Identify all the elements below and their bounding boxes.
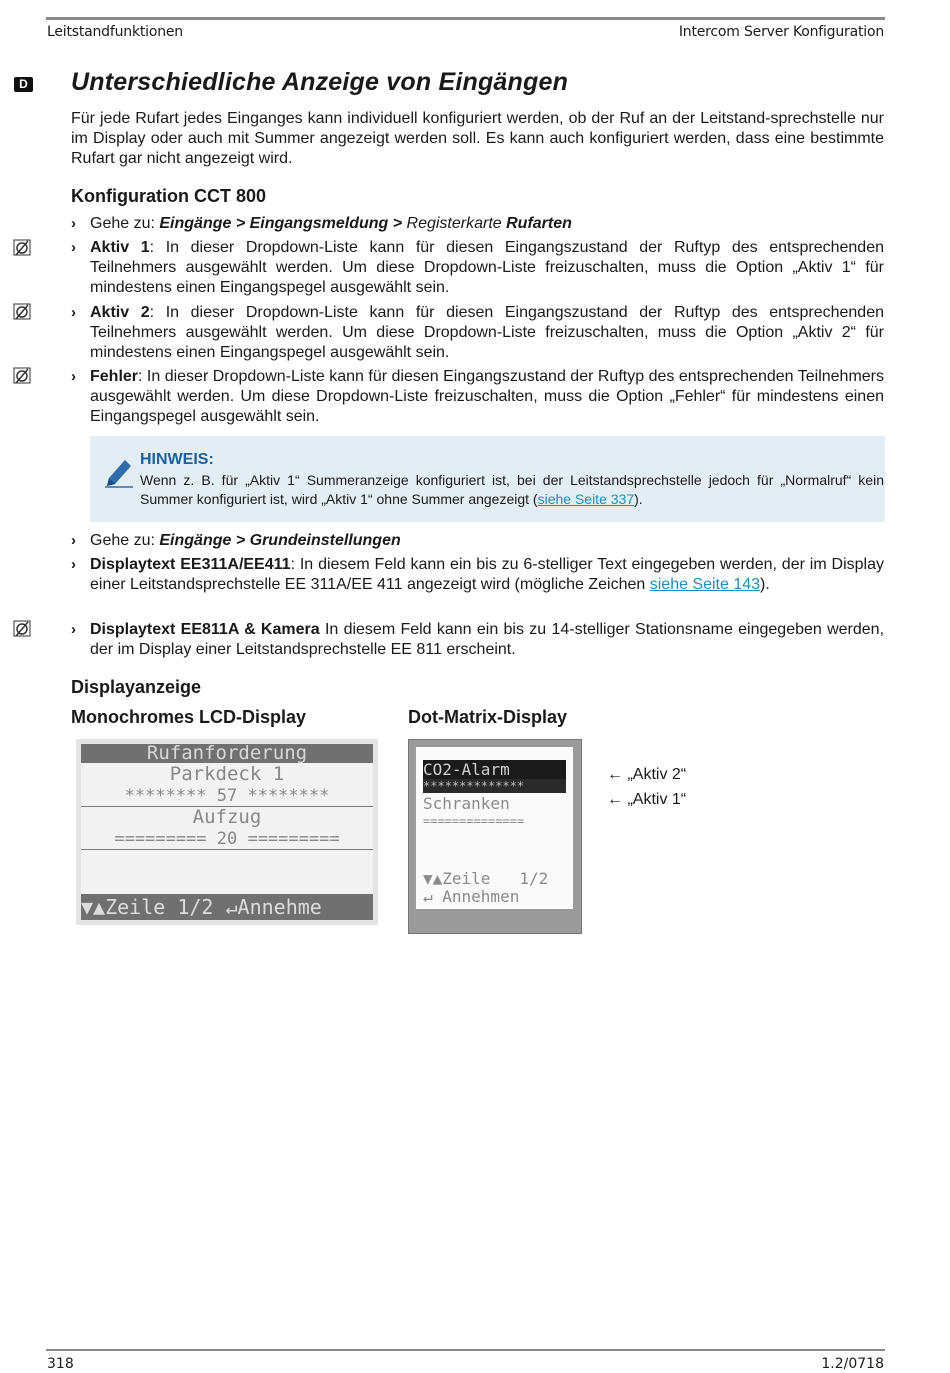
chevron-right-icon: › <box>71 239 76 256</box>
item-text: : In dieser Dropdown-Liste kann für diesen Eingangszustand der Ruftyp des entsprechenden Teilnehmers ausgewählt werden. Um diese Dropdown-Liste freizuschalten, muss die Option „Fehler“ für mindestens einen Eingangspegel ausgewählt sein. <box>90 368 884 425</box>
goto-tab: Rufarten <box>506 215 572 232</box>
lcd-line-1: Parkdeck 1 <box>169 763 285 785</box>
goto-bullet-2 <box>71 531 884 551</box>
dm-line-4: ============== <box>423 814 525 828</box>
not-available-icon <box>13 302 32 321</box>
lcd-header: Rufanforderung <box>81 744 373 763</box>
note-box <box>90 436 885 522</box>
lcd-line-3: Aufzug <box>192 806 262 828</box>
not-available-icon <box>13 238 32 257</box>
item-displaytext-ee811 <box>71 620 884 660</box>
item-label: Aktiv 2 <box>90 304 150 321</box>
item-label: Fehler <box>90 368 139 385</box>
goto-prefix: Gehe zu: <box>90 215 160 232</box>
not-available-icon <box>13 366 32 385</box>
header-rule <box>46 17 885 20</box>
section-config-heading: Konfiguration CCT 800 <box>71 186 267 206</box>
goto-prefix: Gehe zu: <box>90 532 160 549</box>
header-left: Leitstandfunktionen <box>47 24 183 40</box>
note-link[interactable]: siehe Seite 337 <box>537 491 635 507</box>
marker-aktiv2: ← „Aktiv 2“ <box>607 766 687 783</box>
note-suffix: ). <box>634 491 643 507</box>
page-number: 318 <box>47 1356 74 1372</box>
page-title: Unterschiedliche Anzeige von Eingängen <box>71 68 569 96</box>
goto-path: Eingänge > Grundeinstellungen <box>159 532 401 549</box>
not-available-icon <box>13 619 32 638</box>
dm-line-1: CO2-Alarm <box>423 760 566 779</box>
chevron-right-icon: › <box>71 621 76 638</box>
item-text: : In diesem Feld kann ein bis zu 6-stelliger Text eingegeben werden, der im Display einer Leitstandsprechstelle EE 311A/EE 411 angezeigt wird (mögliche Zeichen <box>90 556 884 593</box>
item-aktiv2 <box>71 303 884 363</box>
section-display-heading: Displayanzeige <box>71 677 202 697</box>
lcd-footer: ▼▲Zeile 1/2 ↵Annehme <box>81 894 373 920</box>
dm-line-5: ▼▲Zeile 1/2 <box>423 869 549 888</box>
lcd-line-4: ========= 20 ========= <box>114 829 340 849</box>
item-label: Displaytext EE811A & Kamera <box>90 621 320 638</box>
chevron-right-icon: › <box>71 556 76 573</box>
item-displaytext-ee311 <box>71 555 884 595</box>
lcd-heading: Monochromes LCD-Display <box>71 707 307 727</box>
header-right: Intercom Server Konfiguration <box>678 24 884 40</box>
item-link[interactable]: siehe Seite 143 <box>649 576 761 593</box>
item-text: In diesem Feld kann ein bis zu 14-stelliger Stationsname eingegeben werden, der im Display einer Leitstandsprechstelle EE 811 erscheint. <box>90 621 885 658</box>
dm-line-2: ************** <box>423 779 566 793</box>
intro-paragraph: Für jede Rufart jedes Einganges kann individuell konfiguriert werden, ob der Ruf an der Leitstand-sprechstelle nur im Display oder auch mit Summer angezeigt werden soll. Es kann auch konfiguriert werden, dass eine bestimmte Rufart gar nicht angezeigt wird. <box>71 110 884 167</box>
note-title: HINWEIS: <box>140 451 214 468</box>
item-label: Aktiv 1 <box>90 239 150 256</box>
chevron-right-icon: › <box>71 368 76 385</box>
doc-version: 1.2/0718 <box>821 1356 884 1372</box>
language-badge: D <box>14 77 33 92</box>
item-fehler <box>71 367 884 427</box>
lcd-divider <box>81 849 373 850</box>
item-text: : In dieser Dropdown-Liste kann für diesen Eingangszustand der Ruftyp des entsprechenden Teilnehmers ausgewählt werden. Um diese Dropdown-Liste freizuschalten, muss die Option „Aktiv 1“ für mindestens einen Eingangspegel ausgewählt sein. <box>90 239 885 296</box>
goto-bullet-1 <box>71 214 884 234</box>
item-label: Displaytext EE311A/EE411 <box>90 556 291 573</box>
marker-aktiv1: ← „Aktiv 1“ <box>607 791 687 808</box>
lcd-line-2: ******** 57 ******** <box>124 786 330 806</box>
chevron-right-icon: › <box>71 532 76 549</box>
note-text <box>140 471 884 509</box>
note-body: Wenn z. B. für „Aktiv 1“ Summeranzeige konfiguriert ist, bei der Leitstandsprechstelle jedoch für „Normalruf“ kein Summer konfiguriert ist, wird „Aktiv 1“ ohne Summer angezeigt ( <box>140 472 884 507</box>
item-text: : In dieser Dropdown-Liste kann für diesen Eingangszustand der Ruftyp des entsprechenden Teilnehmers ausgewählt werden. Um diese Dropdown-Liste freizuschalten, muss die Option „Aktiv 2“ für mindestens einen Eingangspegel ausgewählt sein. <box>90 304 885 361</box>
chevron-right-icon: › <box>71 304 76 321</box>
chevron-right-icon: › <box>71 215 76 232</box>
dm-heading: Dot-Matrix-Display <box>408 707 568 727</box>
footer-rule <box>46 1349 885 1351</box>
goto-path: Eingänge > Eingangsmeldung > <box>159 215 403 232</box>
item-suffix: ). <box>760 576 770 593</box>
pencil-icon <box>103 454 135 488</box>
dm-line-3: Schranken <box>423 794 510 813</box>
goto-tab-word: Registerkarte <box>402 215 507 232</box>
dm-line-6: ↵ Annehmen <box>423 887 520 906</box>
lcd-display <box>76 739 378 925</box>
item-aktiv1 <box>71 238 884 298</box>
dot-matrix-display <box>408 739 582 934</box>
